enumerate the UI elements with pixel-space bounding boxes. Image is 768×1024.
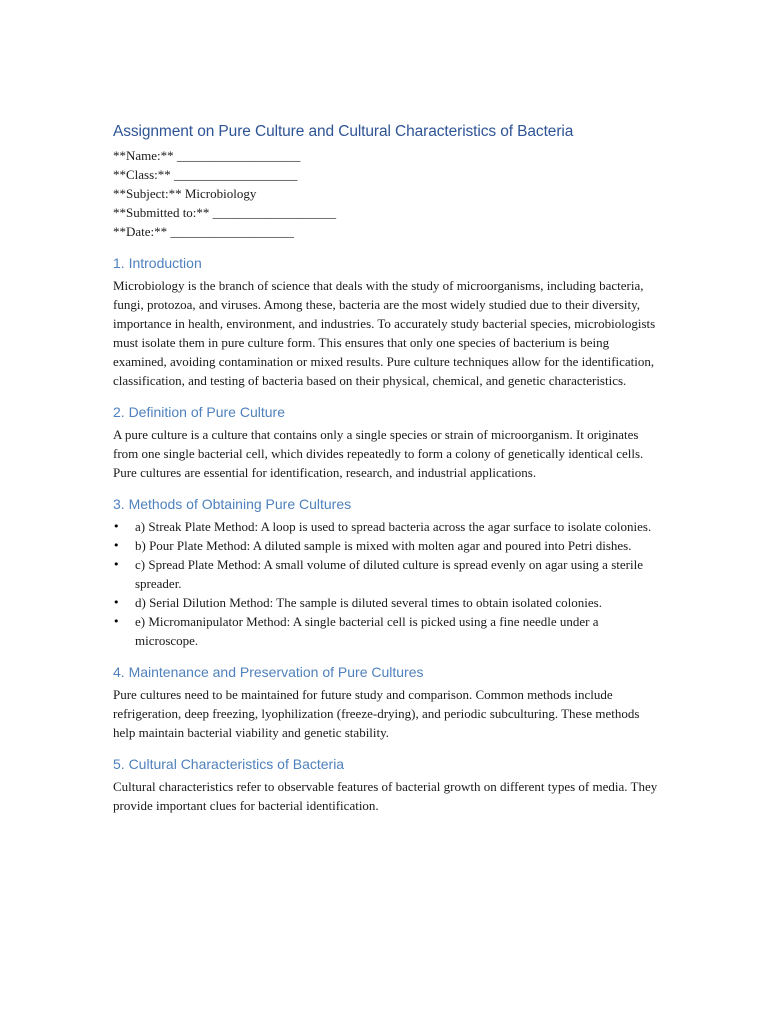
section-paragraph: Cultural characteristics refer to observable features of bacterial growth on different types of media. They provide important clues for bacterial identification. xyxy=(113,779,658,813)
meta-date-line: **Date:** ___________________ xyxy=(113,224,294,239)
list-item xyxy=(113,536,658,555)
document-title: Assignment on Pure Culture and Cultural Characteristics of Bacteria xyxy=(113,123,574,140)
list-item-text: e) Micromanipulator Method: A single bacterial cell is picked using a fine needle under a microscope. xyxy=(135,614,599,648)
bullet-icon: • xyxy=(113,558,120,571)
meta-name-line: **Name:** ___________________ xyxy=(113,148,301,163)
meta-block xyxy=(113,146,658,241)
meta-subject-line: **Subject:** Microbiology xyxy=(113,186,257,201)
section-introduction xyxy=(113,255,658,390)
section-heading: 2. Definition of Pure Culture xyxy=(113,404,285,420)
meta-submitted-to-line: **Submitted to:** ___________________ xyxy=(113,205,337,220)
list-item-text: a) Streak Plate Method: A loop is used to spread bacteria across the agar surface to isolate colonies. xyxy=(135,519,652,534)
document-body xyxy=(113,123,658,815)
section-definition xyxy=(113,404,658,482)
section-cultural-characteristics xyxy=(113,756,658,815)
list-item xyxy=(113,593,658,612)
list-item xyxy=(113,612,658,650)
bullet-icon: • xyxy=(113,520,120,533)
section-paragraph: Pure cultures need to be maintained for future study and comparison. Common methods include refrigeration, deep freezing, lyophilization (freeze-drying), and periodic subculturing. These methods help maintain bacterial viability and genetic stability. xyxy=(113,687,640,740)
list-item-text: c) Spread Plate Method: A small volume of diluted culture is spread evenly on agar using a sterile spreader. xyxy=(135,557,643,591)
list-item xyxy=(113,517,658,536)
section-heading: 3. Methods of Obtaining Pure Cultures xyxy=(113,496,352,512)
bullet-icon: • xyxy=(113,539,120,552)
list-item xyxy=(113,555,658,593)
section-methods xyxy=(113,496,658,650)
list-item-text: b) Pour Plate Method: A diluted sample is mixed with molten agar and poured into Petri dishes. xyxy=(135,538,632,553)
section-heading: 5. Cultural Characteristics of Bacteria xyxy=(113,756,345,772)
section-paragraph: Microbiology is the branch of science that deals with the study of microorganisms, including bacteria, fungi, protozoa, and viruses. Among these, bacteria are the most widely studied due to their diversity, importance in health, environment, and industries. To accurately study bacterial species, microbiologists must isolate them in pure culture form. This ensures that only one species of bacterium is being examined, avoiding contamination or mixed results. Pure culture techniques allow for the identification, classification, and testing of bacteria based on their physical, chemical, and genetic characteristics. xyxy=(113,278,656,388)
methods-list xyxy=(113,517,658,650)
bullet-icon: • xyxy=(113,615,120,628)
section-maintenance xyxy=(113,664,658,742)
section-paragraph: A pure culture is a culture that contains only a single species or strain of microorganism. It originates from one single bacterial cell, which divides repeatedly to form a colony of genetically identical cells. Pure cultures are essential for identification, research, and industrial applications. xyxy=(113,427,644,480)
list-item-text: d) Serial Dilution Method: The sample is diluted several times to obtain isolated colonies. xyxy=(135,595,602,610)
bullet-icon: • xyxy=(113,596,120,609)
meta-class-line: **Class:** ___________________ xyxy=(113,167,298,182)
section-heading: 1. Introduction xyxy=(113,255,202,271)
section-heading: 4. Maintenance and Preservation of Pure Cultures xyxy=(113,664,424,680)
